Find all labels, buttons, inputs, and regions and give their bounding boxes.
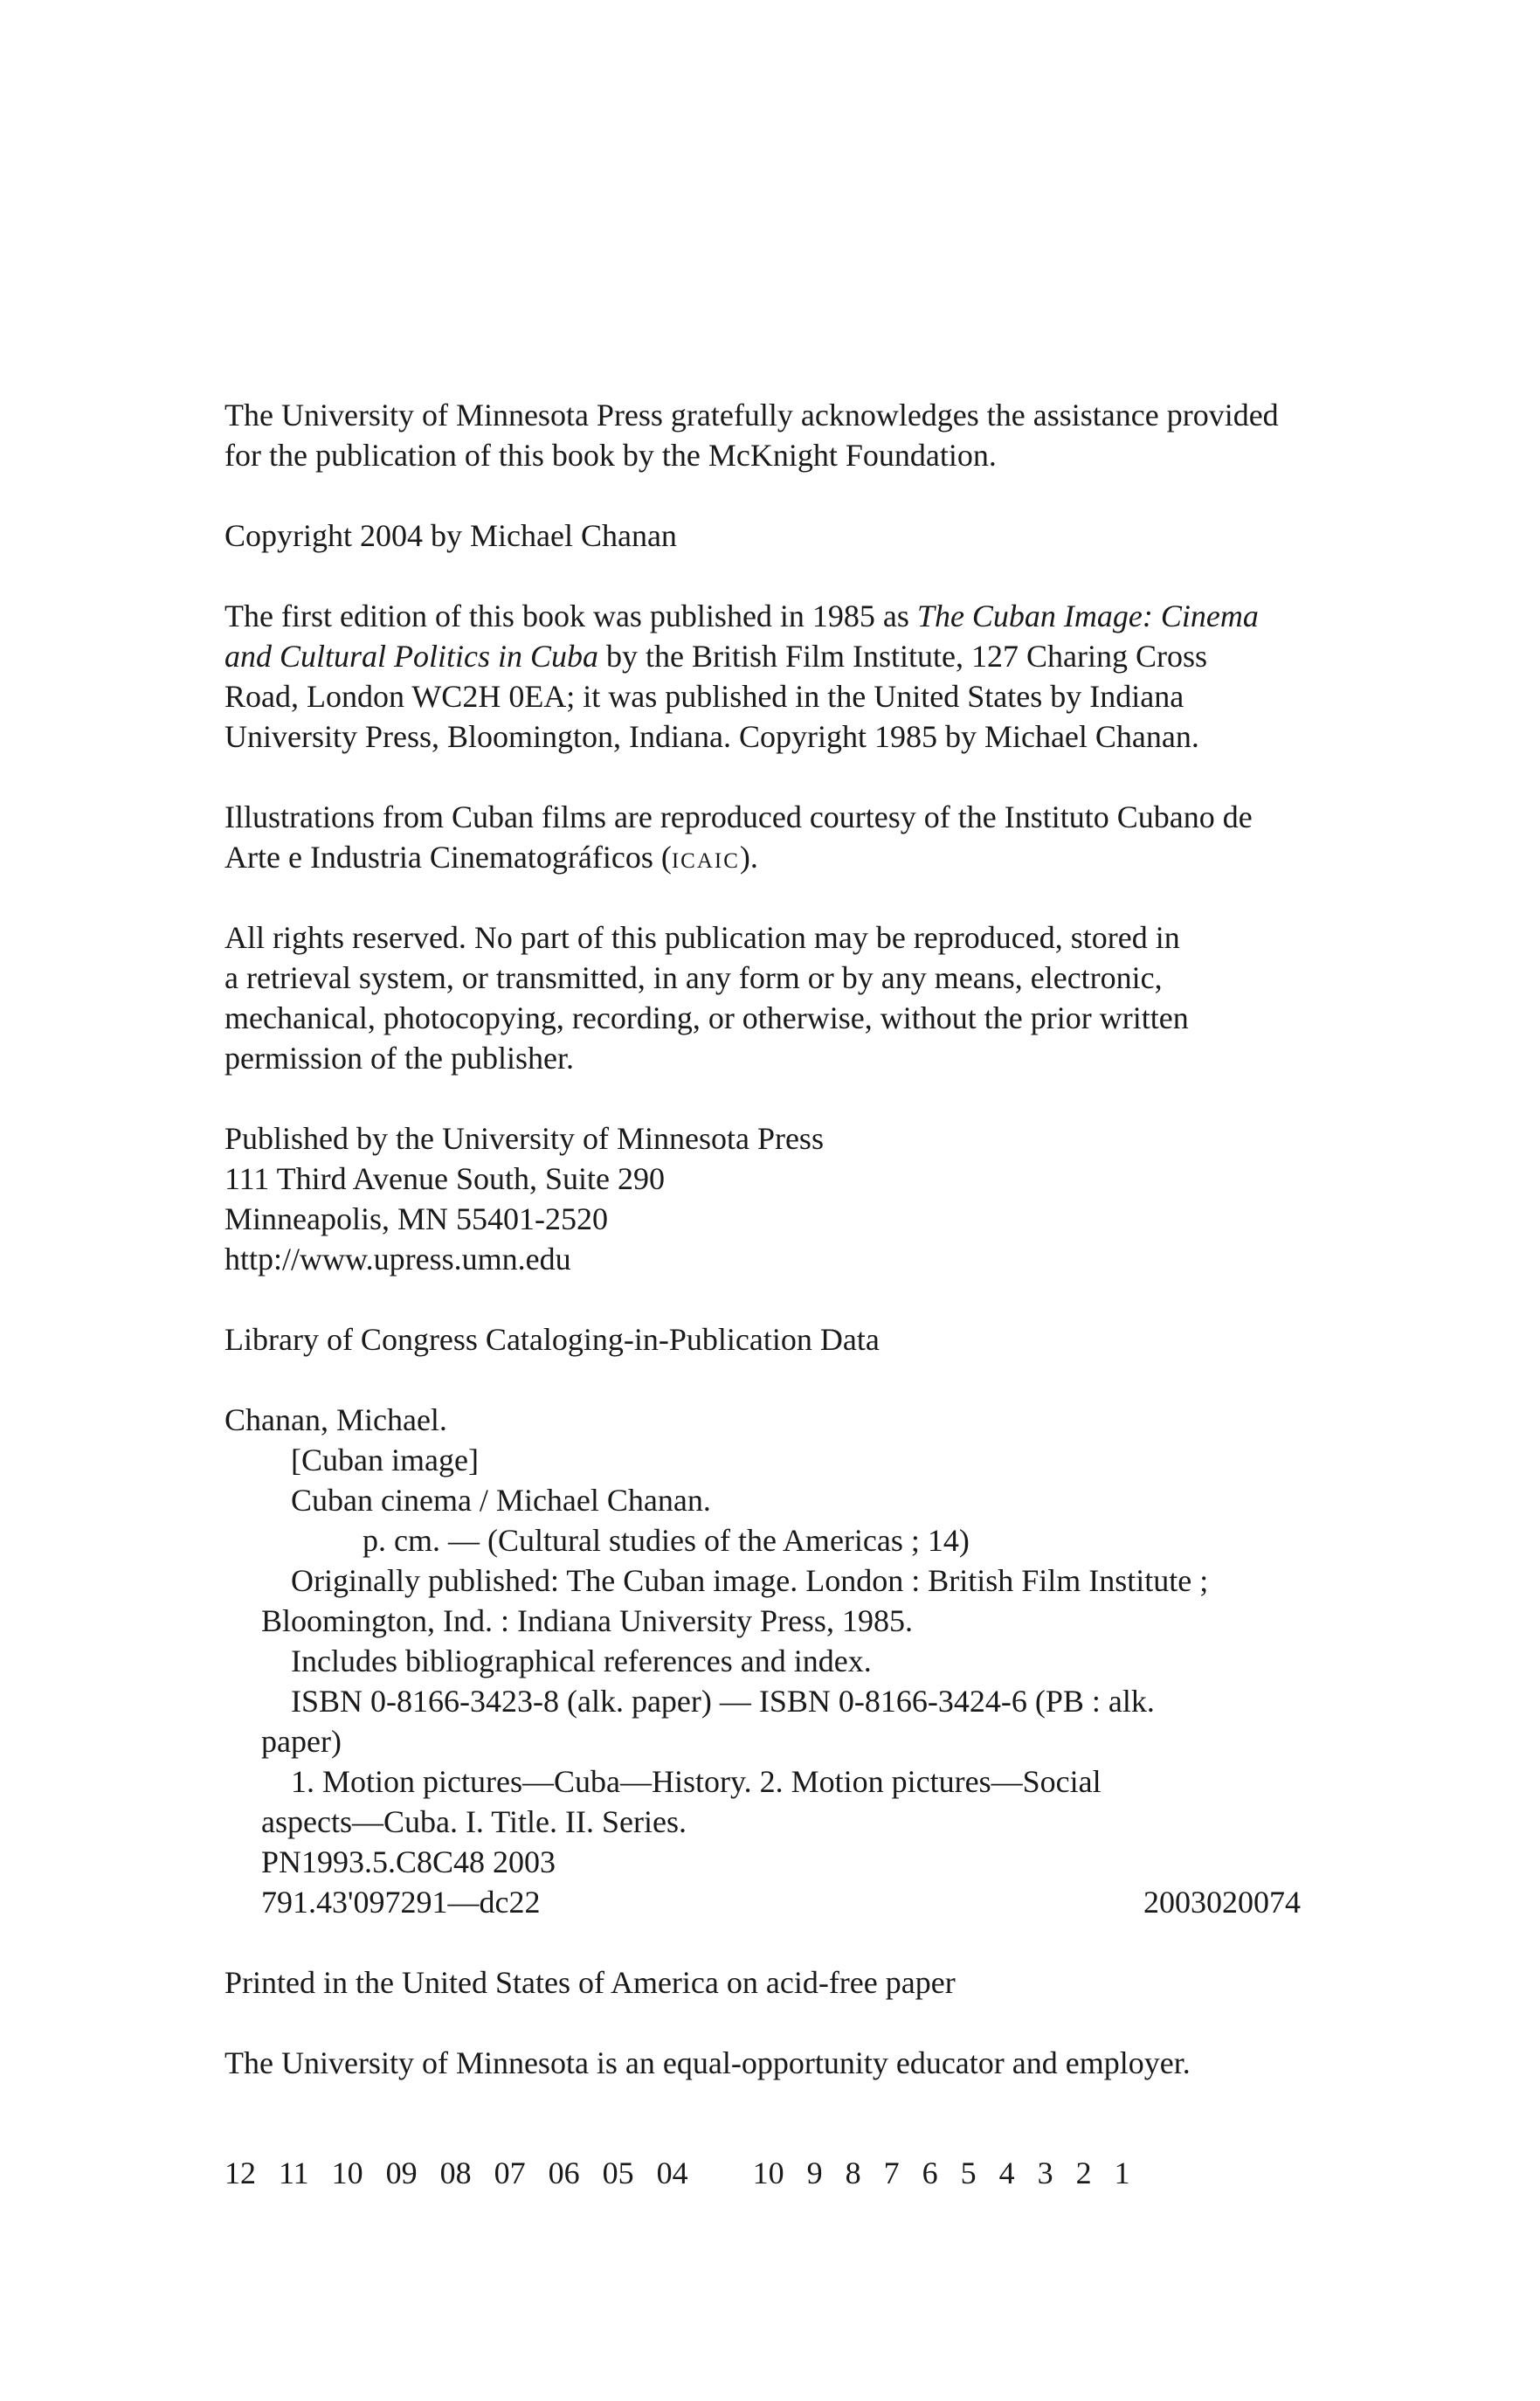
first-edition-after-title: by the British Film Institute, 127 Charing Cross: [598, 639, 1208, 674]
illustrations-line: Illustrations from Cuban films are reproduced courtesy of the Instituto Cubano de: [224, 799, 1253, 834]
cip-subjects: 1. Motion pictures—Cuba—History. 2. Motion pictures—Social: [291, 1764, 1101, 1799]
cip-title: Cuban cinema / Michael Chanan.: [291, 1483, 711, 1518]
copyright-page: [224, 395, 1351, 2123]
illustrations-suffix: ).: [739, 840, 758, 875]
printed-note: Printed in the United States of America on acid-free paper: [224, 1965, 956, 2000]
first-edition-title: The Cuban Image: Cinema: [916, 599, 1259, 633]
publisher-line: Published by the University of Minnesota Press: [224, 1121, 824, 1156]
print-years: 12 11 10 09 08 07 06 05 04: [224, 2155, 688, 2190]
cip-original-pub: Bloomington, Ind. : Indiana University Press, 1985.: [261, 1603, 913, 1638]
first-edition-line: Road, London WC2H 0EA; it was published in the United States by Indiana: [224, 679, 1184, 714]
first-edition-line: University Press, Bloomington, Indiana. Copyright 1985 by Michael Chanan.: [224, 719, 1199, 754]
cip-subjects: aspects—Cuba. I. Title. II. Series.: [261, 1804, 687, 1839]
cip-dewey: 791.43'097291—dc22: [261, 1885, 541, 1920]
rights-line: permission of the publisher.: [224, 1041, 574, 1076]
cip-isbn: paper): [261, 1724, 342, 1759]
acknowledgment-line: The University of Minnesota Press gratefully acknowledges the assistance provided: [224, 398, 1279, 432]
rights-line: All rights reserved. No part of this publication may be reproduced, stored in: [224, 920, 1180, 955]
illustrations-credit: [224, 797, 1351, 877]
illustrations-line: [224, 837, 1351, 877]
acknowledgment: [224, 395, 1351, 475]
print-line: [224, 2153, 1130, 2193]
publisher-address: [224, 1118, 1351, 1279]
acknowledgment-line: for the publication of this book by the McKnight Foundation.: [224, 438, 997, 473]
first-edition-line: [224, 596, 1351, 636]
illustrations-prefix: Arte e Industria Cinematográficos (: [224, 840, 672, 875]
publisher-line: 111 Third Avenue South, Suite 290: [224, 1161, 665, 1196]
cip-isbn: ISBN 0-8166-3423-8 (alk. paper) — ISBN 0-8166-3424-6 (PB : alk.: [291, 1684, 1155, 1719]
rights-notice: [224, 917, 1351, 1078]
rights-line: a retrieval system, or transmitted, in any form or by any means, electronic,: [224, 960, 1163, 995]
cip-lccn: 2003020074: [1143, 1885, 1301, 1920]
icaic-acronym: icaic: [671, 840, 740, 875]
cip-record: [224, 1400, 1351, 1922]
first-edition-title: and Cultural Politics in Cuba: [224, 639, 599, 674]
cip-physical: p. cm. — (Cultural studies of the Americas ; 14): [363, 1523, 970, 1558]
cip-heading: Library of Congress Cataloging-in-Publication Data: [224, 1322, 880, 1357]
publisher-url: http://www.upress.umn.edu: [224, 1242, 571, 1277]
print-impressions: 10 9 8 7 6 5 4 3 2 1: [752, 2155, 1130, 2190]
first-edition-line: [224, 636, 1351, 676]
first-edition-intro: The first edition of this book was published in 1985 as: [224, 599, 917, 633]
cip-lc-class: PN1993.5.C8C48 2003: [261, 1844, 556, 1879]
cip-original-pub: Originally published: The Cuban image. London : British Film Institute ;: [291, 1563, 1209, 1598]
cip-author: Chanan, Michael.: [224, 1402, 447, 1437]
cip-bibliography: Includes bibliographical references and index.: [291, 1643, 872, 1678]
first-edition-note: [224, 596, 1351, 757]
cip-call-numbers: [224, 1882, 1301, 1922]
rights-line: mechanical, photocopying, recording, or otherwise, without the prior written: [224, 1000, 1189, 1035]
publisher-line: Minneapolis, MN 55401-2520: [224, 1201, 608, 1236]
copyright-notice: Copyright 2004 by Michael Chanan: [224, 518, 677, 553]
equal-opportunity-note: The University of Minnesota is an equal-opportunity educator and employer.: [224, 2045, 1191, 2080]
cip-uniform-title: [Cuban image]: [291, 1443, 479, 1477]
